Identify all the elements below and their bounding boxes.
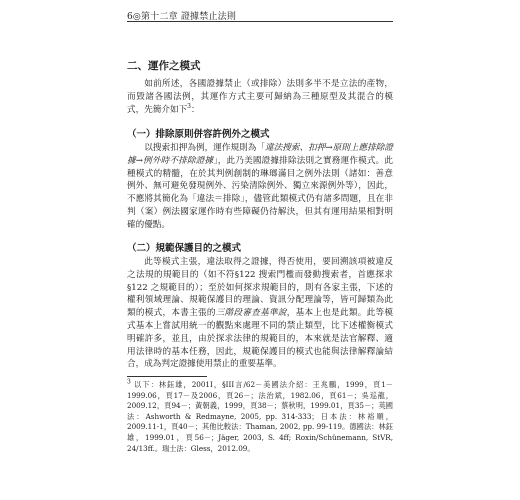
intro-end: ： <box>191 104 200 115</box>
sub2-emphasis: 三階段審查基準說 <box>215 308 287 319</box>
sub2-text-a: 此等模式主張，違法取得之證據，得否使用，要回溯該項被違反之法規的規範目的（如不符§122 搜索門檻而發動搜索者，首應探求§122 之規範目的）；至於如何探求規範目的，則有各家主張，下述的權利領域理論、規範保護目的理論、資訊分配理論等，皆可歸類為此類的模式，本書主張的 <box>127 257 393 319</box>
subsection-2-paragraph <box>127 256 393 371</box>
footnote <box>127 380 393 454</box>
subsection-heading-2: （二）規範保護目的之模式 <box>127 243 242 254</box>
subsection-1-paragraph <box>127 142 393 232</box>
header-rule <box>127 21 393 22</box>
footnote-rule <box>127 376 207 377</box>
running-head: 6◎第十二章 證據禁止法則 <box>127 12 237 22</box>
sub2-text-b: ，基本上也是此類。此等模式基本上嘗試用統一的觀點來處理不同的禁止類型，比下述權衡模式明確許多，並且，由於探求法律的規範目的，本來就是法官解釋、適用法律時的基本任務，因此，規範保護目的模式也能與法律解釋論結合，成為判定證據使用禁止的重要基準。 <box>127 308 393 370</box>
sub1-text-a: 以搜索扣押為例，運作規則為「 <box>144 143 265 153</box>
section-intro-paragraph <box>127 78 393 116</box>
section-heading: 二、運作之模式 <box>127 60 201 72</box>
sub1-rule-text: 違法搜索、扣押→原則上應排除證據→例外時不排除證據 <box>127 143 393 166</box>
intro-text: 如前所述，各國證據禁止（或排除）法則多半不是立法的產物，而毀諸各國法例，其運作方式主要可歸納為三種原型及其混合的模式，先簡介如下 <box>127 79 393 115</box>
footnote-number: 3 <box>127 378 131 386</box>
subsection-heading-1: （一）排除原則併容許例外之模式 <box>127 129 270 140</box>
footnote-text: 以下：林鈺雄，2001I，§III言/62－美國法介紹：王兆鵬，1999，頁1－1999.06，頁17－及2006，頁26－；法治斌，1982.06，頁61－；吳巡龍，2009.12，頁94－；黃朝義，1999，頁38－；蔡秋明，1999.01，頁35－；英國法：Ashworth & Redmayne, 2005, pp. 314-333；日本法：林裕順，2009.11-1，頁40－；其他比較法：Thaman, 2002, pp. 99-119。德國法：林鈺雄，1999.01，頁56－；Jäger, 2003, S. 4ff; Roxin/Schünemann, StVR, 24/13ff.。瑞士法：Gless，2012.09。 <box>127 380 393 453</box>
footnote-ref: 3 <box>187 102 191 110</box>
sub1-text-b: 」，此乃美國證據排除法則之實務運作模式。此種模式的精髓，在於其判例創制的琳瑯滿目之例外法則（諸如：善意例外、無可避免發現例外、污染清除例外、獨立來源例外等），因此，不應將其簡化為「違法＝排除」，儘管此類模式仍有諸多問題，且在非判（案）例法國家運作時有些障礙仍待解決，但其有運用結果相對明確的優點。 <box>127 155 394 230</box>
